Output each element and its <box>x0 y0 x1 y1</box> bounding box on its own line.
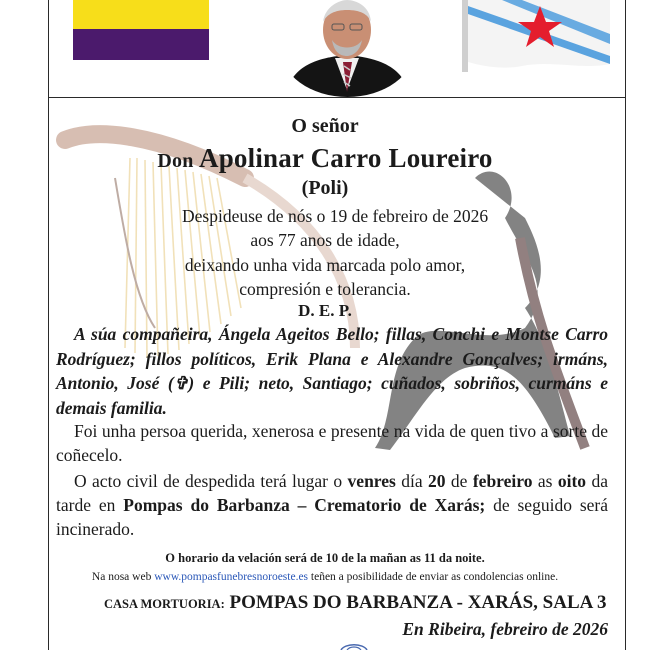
ceremony-paragraph <box>56 469 608 541</box>
funeral-home-line <box>104 592 607 614</box>
galician-flag-icon <box>462 0 610 72</box>
death-date-line: Despideuse de nós o 19 de febreiro de 2026 <box>182 206 489 226</box>
deceased-name-line <box>0 143 650 174</box>
rip-label: D. E. P. <box>298 301 352 320</box>
family-text: A súa compañeira, Ángela Ageitos Bello; fillas, Conchi e Montse Carro Rodríguez; fillos políticos, Erik Plana e Alexandre Gonçalves; irmáns, Antonio, José (✞) e Pili; neto, Santiago; cuñados, sobriños, curmáns e demais familia. <box>56 324 608 418</box>
website-link[interactable]: www.pompasfunebresnoroeste.es <box>154 571 309 583</box>
name-prefix: Don <box>157 150 194 172</box>
ceremony-date-number: 20 <box>428 471 446 491</box>
deceased-name: Apolinar Carro Loureiro <box>199 143 493 173</box>
tribute-line-1: deixando unha vida marcada polo amor, <box>184 255 466 275</box>
ceremony-text-k: de seguido será incinerado. <box>56 495 608 539</box>
age-line: aos 77 anos de idade, <box>250 230 400 250</box>
intro-heading: O señor <box>291 115 359 137</box>
tribute-text: Foi unha persoa querida, xenerosa e presente na vida de quen tivo a sorte de coñecelo. <box>56 421 608 465</box>
ceremony-text-c: día <box>395 471 429 491</box>
funeral-home-value: POMPAS DO BARBANZA - XARÁS, SALA 3 <box>229 592 607 613</box>
funeral-home-label: CASA MORTUORIA: <box>104 597 225 611</box>
wake-hours: O horario da velación será de 10 de la mañan as 11 da noite. <box>165 551 485 565</box>
header-divider <box>48 97 626 98</box>
ceremony-text-g: as <box>532 471 558 491</box>
family-paragraph <box>56 322 608 420</box>
ceremony-day: venres <box>347 471 396 491</box>
spanish-republican-flag-icon <box>73 0 209 60</box>
tribute-paragraph <box>56 419 608 467</box>
ceremony-text-i: da tarde en <box>56 471 608 515</box>
funeral-home-logo-icon <box>339 641 369 650</box>
place-date: En Ribeira, febreiro de 2026 <box>402 619 608 639</box>
ceremony-venue: Pompas do Barbanza – Crematorio de Xarás; <box>123 495 486 515</box>
condolences-text-pre: Na nosa web <box>91 571 155 583</box>
condolences-line <box>0 571 650 583</box>
ceremony-month: febreiro <box>472 471 533 491</box>
ceremony-text-e: de <box>445 471 473 491</box>
nickname: (Poli) <box>301 177 349 199</box>
ceremony-text-a: O acto civil de despedida terá lugar o <box>74 471 348 491</box>
tribute-line-2: compresión e tolerancia. <box>239 279 411 299</box>
condolences-text-post: teñen a posibilidade de enviar as condolencias online. <box>308 571 559 583</box>
portrait-photo <box>280 0 415 97</box>
ceremony-hour: oito <box>557 471 587 491</box>
